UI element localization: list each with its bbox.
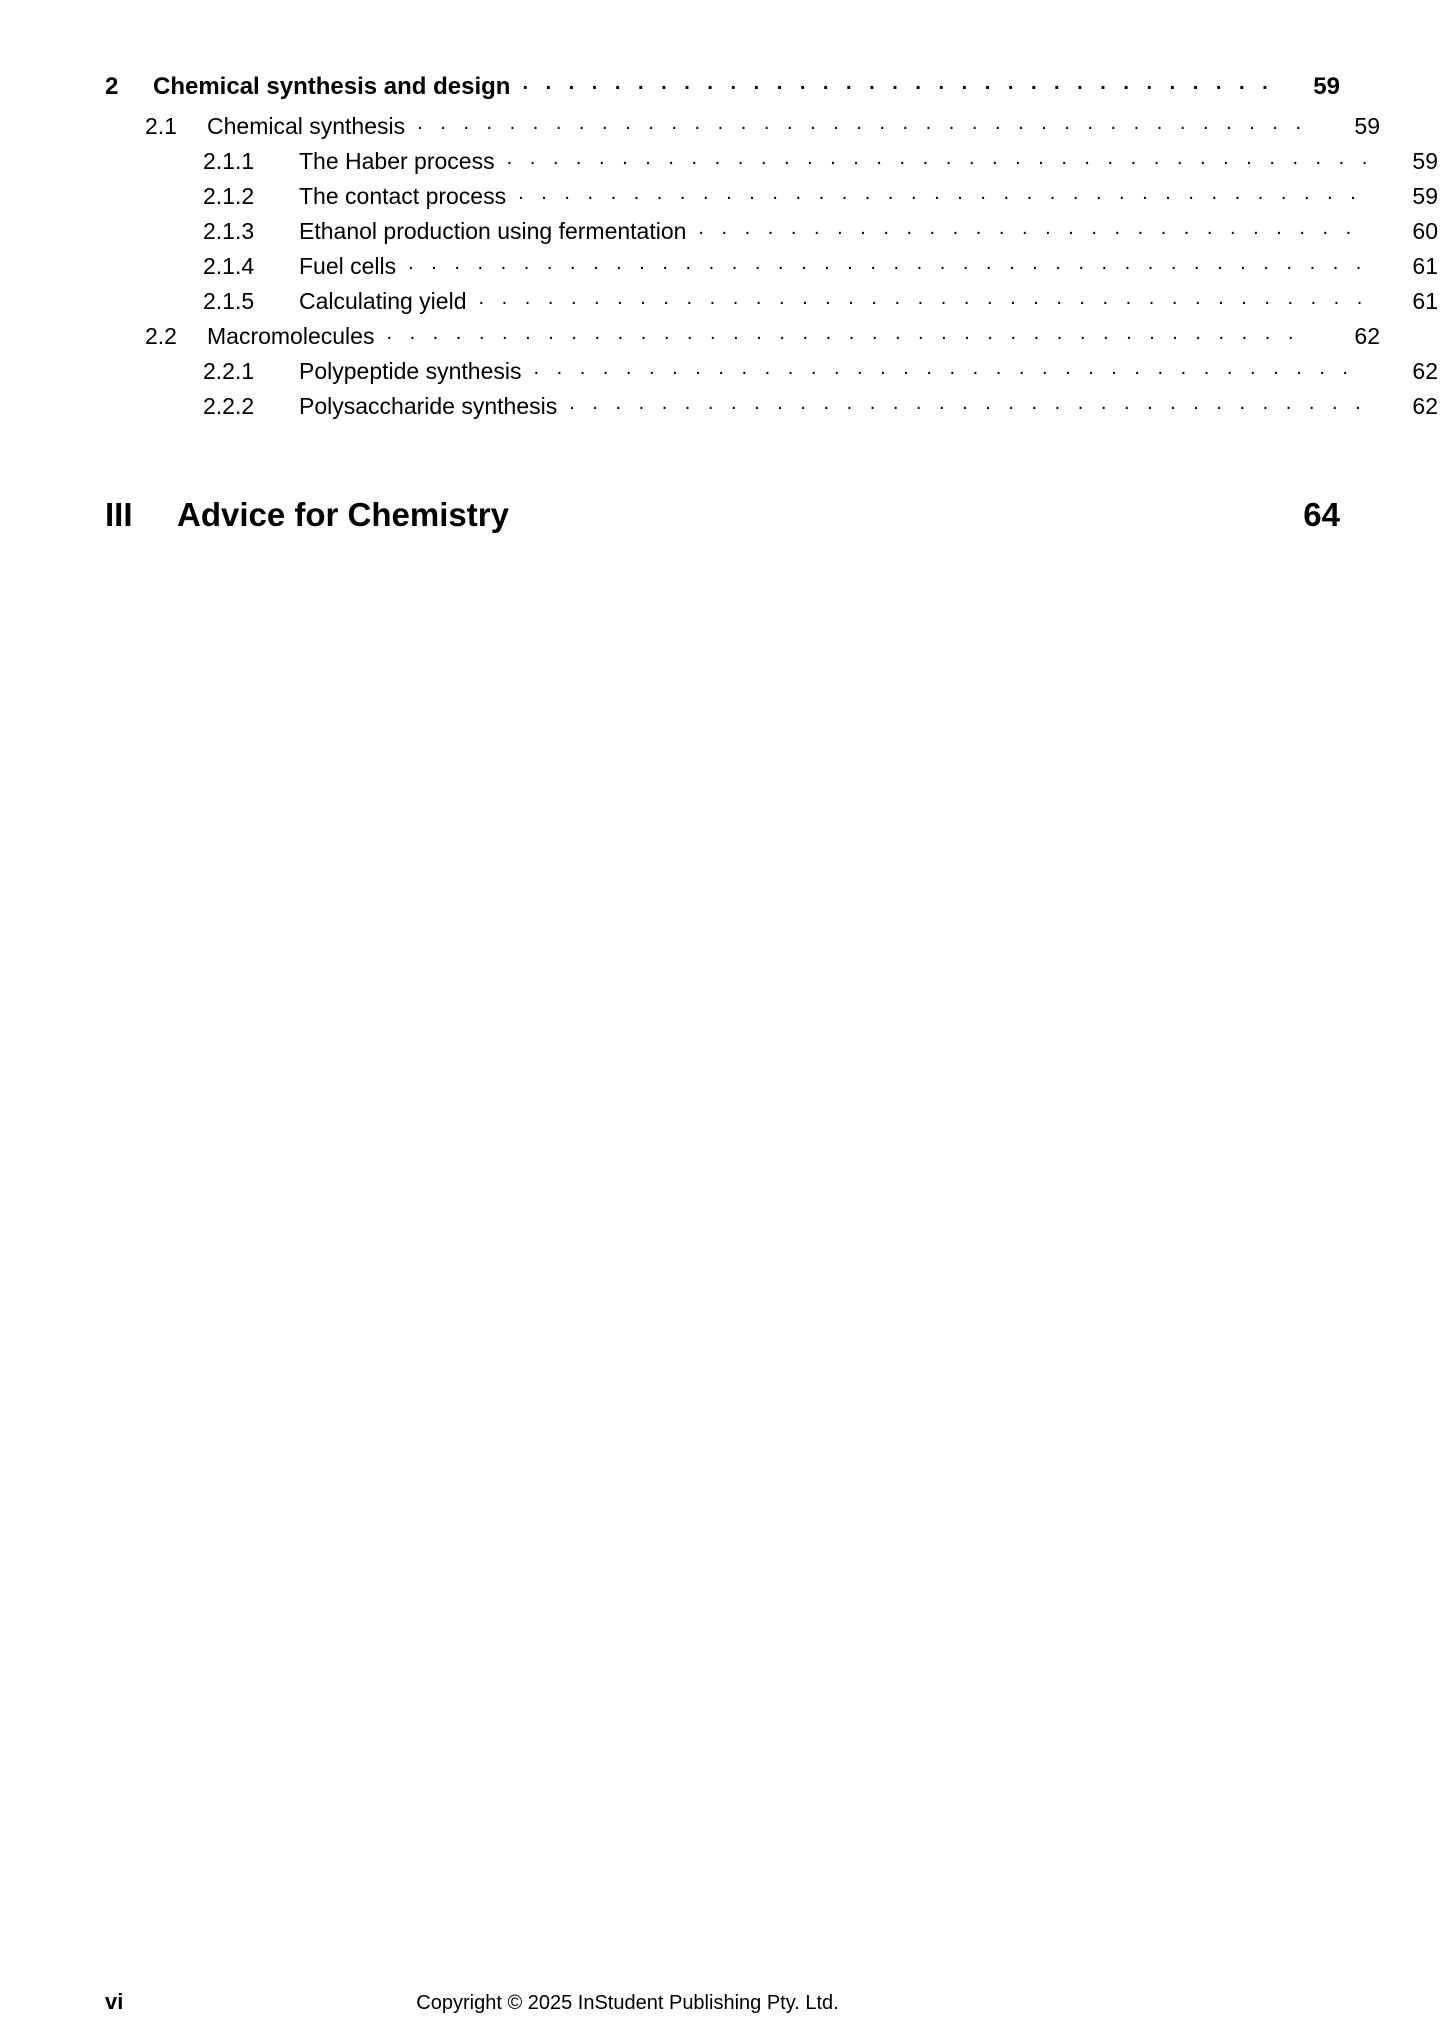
dot-leader xyxy=(478,286,1366,309)
toc-entry-2-1[interactable] xyxy=(105,111,1380,141)
toc-entry-2-1-2[interactable] xyxy=(105,181,1438,211)
toc-entry-2-2-1[interactable] xyxy=(105,356,1438,386)
toc-entry-title: Polysaccharide synthesis xyxy=(299,393,558,419)
dot-leader xyxy=(386,321,1308,344)
toc-entry-2-2[interactable] xyxy=(105,321,1380,351)
toc-entry-title: The Haber process xyxy=(299,148,495,174)
toc-part-page: 64 xyxy=(1303,496,1340,533)
toc-entry-title: Calculating yield xyxy=(299,288,467,314)
toc-part-number: III xyxy=(105,496,133,533)
toc-entry-page: 62 xyxy=(1412,393,1438,419)
toc-chapter-title: Chemical synthesis and design xyxy=(153,73,511,100)
toc-entry-page: 62 xyxy=(1412,358,1438,384)
toc-entry-page: 62 xyxy=(1354,323,1380,349)
toc-entry-page: 59 xyxy=(1412,148,1438,174)
toc-entry-page: 61 xyxy=(1412,253,1438,279)
toc-entry-number: 2.1.5 xyxy=(203,288,255,314)
toc-entry-title: Macromolecules xyxy=(207,323,375,349)
dot-leader xyxy=(507,146,1366,169)
toc-entry-title: Ethanol production using fermentation xyxy=(299,218,687,244)
toc-entry-number: 2.2.1 xyxy=(203,358,255,384)
toc-entry-number: 2.1.4 xyxy=(203,253,255,279)
dot-leader xyxy=(569,391,1366,414)
dot-leader xyxy=(522,70,1268,94)
dot-leader xyxy=(533,356,1366,379)
toc-entry-title: The contact process xyxy=(299,183,507,209)
toc-chapter-page: 59 xyxy=(1313,73,1340,100)
toc-entry-number: 2.2 xyxy=(145,323,177,349)
toc-entry-2-1-1[interactable] xyxy=(105,146,1438,176)
toc-chapter-number: 2 xyxy=(105,73,119,100)
toc-entry-title: Fuel cells xyxy=(299,253,397,279)
toc-entry-2-1-3[interactable] xyxy=(105,216,1438,246)
dot-leader xyxy=(698,216,1366,239)
toc-entry-part-iii[interactable] xyxy=(105,495,1340,535)
toc-entry-page: 59 xyxy=(1412,183,1438,209)
toc-entry-number: 2.1 xyxy=(145,113,177,139)
toc-part-title: Advice for Chemistry xyxy=(177,496,509,533)
toc-entry-2-2-2[interactable] xyxy=(105,391,1438,421)
dot-leader xyxy=(417,111,1308,134)
toc-entry-page: 59 xyxy=(1354,113,1380,139)
toc-entry-number: 2.1.2 xyxy=(203,183,255,209)
toc-entry-title: Polypeptide synthesis xyxy=(299,358,522,384)
page-footer xyxy=(105,1988,1340,2018)
toc-entry-number: 2.1.1 xyxy=(203,148,255,174)
footer-page-number: vi xyxy=(105,1989,124,2014)
toc-entry-2-1-5[interactable] xyxy=(105,286,1438,316)
footer-copyright: Copyright © 2025 InStudent Publishing Pty. Ltd. xyxy=(416,1992,839,2014)
toc-entry-page: 60 xyxy=(1412,218,1438,244)
toc-entry-number: 2.2.2 xyxy=(203,393,255,419)
toc-entry-2-1-4[interactable] xyxy=(105,251,1438,281)
table-of-contents xyxy=(105,70,1438,426)
toc-entry-chapter[interactable] xyxy=(105,70,1340,102)
dot-leader xyxy=(518,181,1366,204)
toc-entry-page: 61 xyxy=(1412,288,1438,314)
toc-entry-number: 2.1.3 xyxy=(203,218,255,244)
dot-leader xyxy=(408,251,1366,274)
toc-entry-title: Chemical synthesis xyxy=(207,113,406,139)
